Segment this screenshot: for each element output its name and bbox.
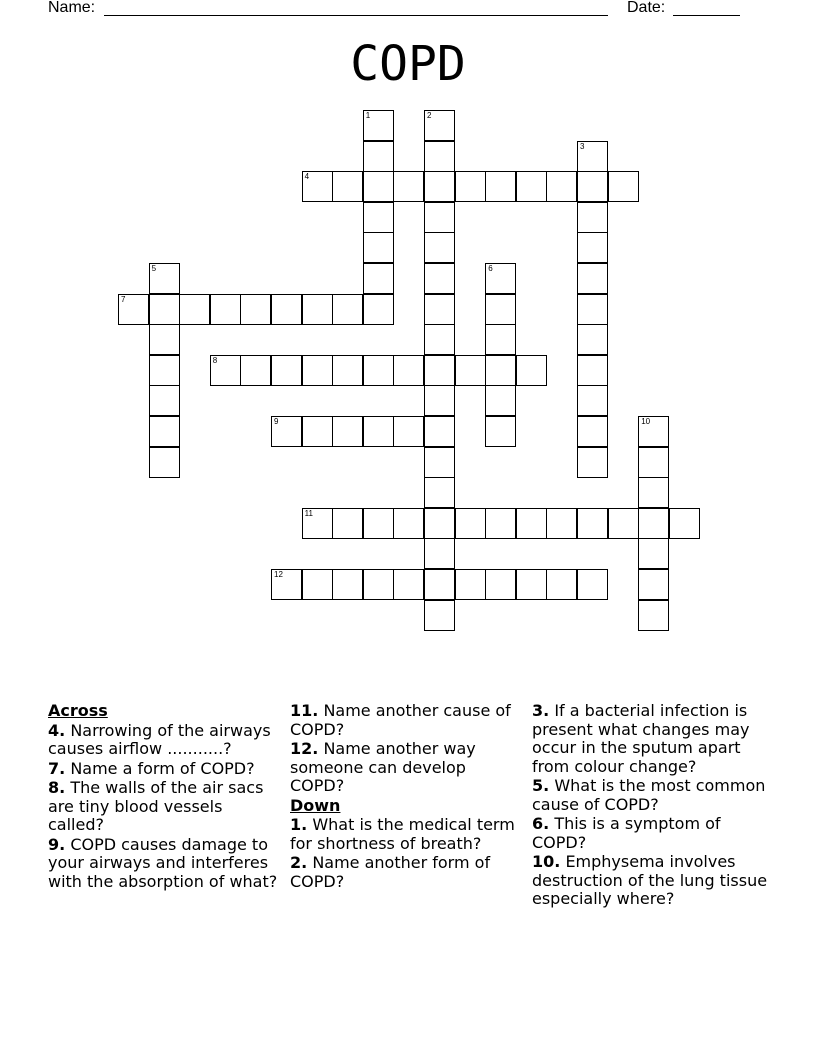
- clue-number: 8.: [48, 778, 66, 797]
- down-clue: [532, 702, 768, 776]
- grid-cell[interactable]: [393, 508, 424, 539]
- grid-cell[interactable]: [638, 538, 669, 569]
- grid-cell[interactable]: [516, 569, 547, 600]
- grid-cell[interactable]: [332, 569, 363, 600]
- grid-cell[interactable]: [363, 355, 394, 386]
- cell-number: 2: [427, 111, 432, 120]
- down-clue: [290, 816, 522, 853]
- grid-cell[interactable]: [577, 324, 608, 355]
- grid-cell[interactable]: [363, 141, 394, 172]
- name-label: Name:: [48, 0, 96, 16]
- cell-number: 8: [212, 355, 218, 365]
- grid-cell[interactable]: [424, 263, 455, 294]
- grid-cell[interactable]: [363, 569, 394, 600]
- grid-cell[interactable]: [149, 263, 180, 294]
- grid-cell[interactable]: [424, 355, 455, 386]
- grid-cell[interactable]: [577, 141, 608, 172]
- grid-cell[interactable]: [302, 569, 333, 600]
- grid-cell[interactable]: [363, 202, 394, 233]
- grid-cell[interactable]: [302, 355, 333, 386]
- cell-number: 12: [274, 570, 283, 579]
- grid-cell[interactable]: [638, 569, 669, 600]
- grid-cell[interactable]: [485, 294, 516, 325]
- grid-cell[interactable]: [485, 385, 516, 416]
- page-title: COPD: [350, 36, 466, 92]
- cell-number: 11: [304, 508, 313, 518]
- cell-number: 4: [304, 172, 310, 182]
- across-clue: [290, 740, 522, 796]
- grid-cell[interactable]: [332, 294, 363, 325]
- grid-cell[interactable]: [271, 355, 302, 386]
- grid-cell[interactable]: [302, 294, 333, 325]
- grid-cell[interactable]: [577, 171, 608, 202]
- grid-cell[interactable]: [455, 508, 486, 539]
- clue-number: 1.: [290, 815, 308, 834]
- grid-cell[interactable]: [485, 171, 516, 202]
- grid-cell[interactable]: [363, 294, 394, 325]
- clue-text: Emphysema involves destruction of the lung tissue especially where?: [532, 852, 768, 908]
- grid-cell[interactable]: [516, 355, 547, 386]
- grid-cell[interactable]: [516, 171, 547, 202]
- grid-cell[interactable]: [363, 263, 394, 294]
- across-clue: [48, 836, 280, 892]
- grid-cell[interactable]: [638, 447, 669, 478]
- grid-cell[interactable]: [638, 600, 669, 631]
- clue-column-1: [48, 702, 280, 892]
- grid-cell[interactable]: [363, 232, 394, 263]
- grid-cell[interactable]: [424, 538, 455, 569]
- grid-cell[interactable]: [393, 355, 424, 386]
- grid-cell[interactable]: [577, 355, 608, 386]
- grid-cell[interactable]: [577, 232, 608, 263]
- clue-text: Name another cause of COPD?: [290, 701, 511, 739]
- grid-cell[interactable]: [608, 171, 639, 202]
- clue-text: Name another way someone can develop COPD?: [290, 739, 476, 795]
- clue-number: 9.: [48, 834, 66, 854]
- grid-cell[interactable]: [302, 171, 333, 202]
- grid-cell[interactable]: [393, 416, 424, 447]
- grid-cell[interactable]: [546, 508, 577, 539]
- grid-cell[interactable]: [485, 324, 516, 355]
- grid-cell[interactable]: [455, 355, 486, 386]
- grid-cell[interactable]: [424, 141, 455, 172]
- clue-number: 4.: [48, 720, 66, 740]
- grid-cell[interactable]: [271, 294, 302, 325]
- grid-cell[interactable]: [546, 569, 577, 600]
- grid-cell[interactable]: [118, 294, 149, 325]
- clue-text: Narrowing of the airways causes airflow ...........?: [48, 720, 271, 758]
- grid-cell[interactable]: [485, 569, 516, 600]
- across-clue: [290, 702, 522, 739]
- grid-cell[interactable]: [577, 202, 608, 233]
- grid-cell[interactable]: [638, 477, 669, 508]
- grid-cell[interactable]: [424, 171, 455, 202]
- grid-cell[interactable]: [424, 600, 455, 631]
- grid-cell[interactable]: [485, 355, 516, 386]
- grid-cell[interactable]: [149, 294, 180, 325]
- grid-cell[interactable]: [577, 569, 608, 600]
- grid-cell[interactable]: [271, 569, 302, 600]
- down-title: Down: [290, 795, 341, 815]
- grid-cell[interactable]: [302, 416, 333, 447]
- grid-cell[interactable]: [424, 416, 455, 447]
- grid-cell[interactable]: [363, 171, 394, 202]
- grid-cell[interactable]: [424, 232, 455, 263]
- grid-cell[interactable]: [516, 508, 547, 539]
- grid-cell[interactable]: [240, 294, 271, 325]
- grid-cell[interactable]: [332, 508, 363, 539]
- grid-cell[interactable]: [546, 171, 577, 202]
- cell-number: 5: [151, 264, 157, 273]
- grid-cell[interactable]: [149, 447, 180, 478]
- grid-cell[interactable]: [393, 171, 424, 202]
- clue-column-3: [532, 702, 768, 910]
- grid-cell[interactable]: [485, 416, 516, 447]
- down-clue: [532, 815, 768, 852]
- grid-cell[interactable]: [149, 355, 180, 386]
- grid-cell[interactable]: [577, 263, 608, 294]
- grid-cell[interactable]: [424, 477, 455, 508]
- clue-number: 3.: [532, 701, 550, 720]
- clue-text: Name another form of COPD?: [290, 853, 491, 891]
- clue-number: 2.: [290, 853, 308, 872]
- grid-cell[interactable]: [332, 355, 363, 386]
- cell-number: 3: [580, 141, 585, 151]
- grid-cell[interactable]: [302, 508, 333, 539]
- grid-cell[interactable]: [240, 355, 271, 386]
- down-clue: [290, 854, 522, 891]
- grid-cell[interactable]: [577, 447, 608, 478]
- grid-cell[interactable]: [577, 416, 608, 447]
- cell-number: 6: [488, 264, 493, 273]
- clue-text: What is the medical term for shortness of breath?: [290, 815, 515, 853]
- grid-cell[interactable]: [577, 385, 608, 416]
- down-clue: [532, 777, 768, 814]
- clue-text: If a bacterial infection is present what changes may occur in the sputum apart from colour change?: [532, 701, 750, 776]
- grid-cell[interactable]: [424, 202, 455, 233]
- cell-number: 7: [121, 294, 126, 304]
- grid-cell[interactable]: [424, 324, 455, 355]
- grid-cell[interactable]: [149, 385, 180, 416]
- grid-cell[interactable]: [455, 569, 486, 600]
- grid-cell[interactable]: [608, 508, 639, 539]
- clue-number: 5.: [532, 776, 550, 795]
- across-clue: [48, 760, 280, 779]
- grid-cell[interactable]: [638, 416, 669, 447]
- grid-cell[interactable]: [577, 508, 608, 539]
- clue-number: 6.: [532, 814, 550, 833]
- grid-cell[interactable]: [363, 110, 394, 141]
- date-label: Date:: [627, 0, 666, 16]
- clue-text: Name a form of COPD?: [70, 758, 255, 778]
- grid-cell[interactable]: [210, 294, 241, 325]
- across-clue: [48, 722, 280, 759]
- grid-cell[interactable]: [424, 385, 455, 416]
- grid-cell[interactable]: [363, 416, 394, 447]
- grid-cell[interactable]: [424, 569, 455, 600]
- clue-number: 11.: [290, 701, 319, 720]
- grid-cell[interactable]: [424, 447, 455, 478]
- clue-text: COPD causes damage to your airways and interferes with the absorption of what?: [48, 834, 278, 891]
- cell-number: 10: [641, 417, 651, 426]
- across-clue: [48, 779, 280, 835]
- cell-number: 9: [274, 417, 279, 426]
- clue-number: 10.: [532, 852, 561, 871]
- grid-cell[interactable]: [271, 416, 302, 447]
- clue-text: This is a symptom of COPD?: [532, 814, 721, 852]
- grid-cell[interactable]: [485, 508, 516, 539]
- across-title: Across: [48, 701, 108, 720]
- clue-column-2: [290, 702, 522, 892]
- grid-cell[interactable]: [210, 355, 241, 386]
- grid-cell[interactable]: [455, 171, 486, 202]
- grid-cell[interactable]: [638, 508, 669, 539]
- grid-cell[interactable]: [393, 569, 424, 600]
- grid-cell[interactable]: [424, 508, 455, 539]
- grid-cell[interactable]: [332, 416, 363, 447]
- clue-number: 7.: [48, 758, 66, 778]
- grid-cell[interactable]: [424, 294, 455, 325]
- clue-text: What is the most common cause of COPD?: [532, 776, 766, 814]
- grid-cell[interactable]: [332, 171, 363, 202]
- grid-cell[interactable]: [577, 294, 608, 325]
- grid-cell[interactable]: [424, 110, 455, 141]
- grid-cell[interactable]: [669, 508, 700, 539]
- cell-number: 1: [365, 111, 371, 120]
- grid-cell[interactable]: [363, 508, 394, 539]
- grid-cell[interactable]: [485, 263, 516, 294]
- clue-number: 12.: [290, 739, 319, 758]
- clue-text: The walls of the air sacs are tiny blood vessels called?: [48, 778, 264, 834]
- grid-cell[interactable]: [149, 416, 180, 447]
- down-clue: [532, 853, 768, 909]
- grid-cell[interactable]: [149, 324, 180, 355]
- grid-cell[interactable]: [179, 294, 210, 325]
